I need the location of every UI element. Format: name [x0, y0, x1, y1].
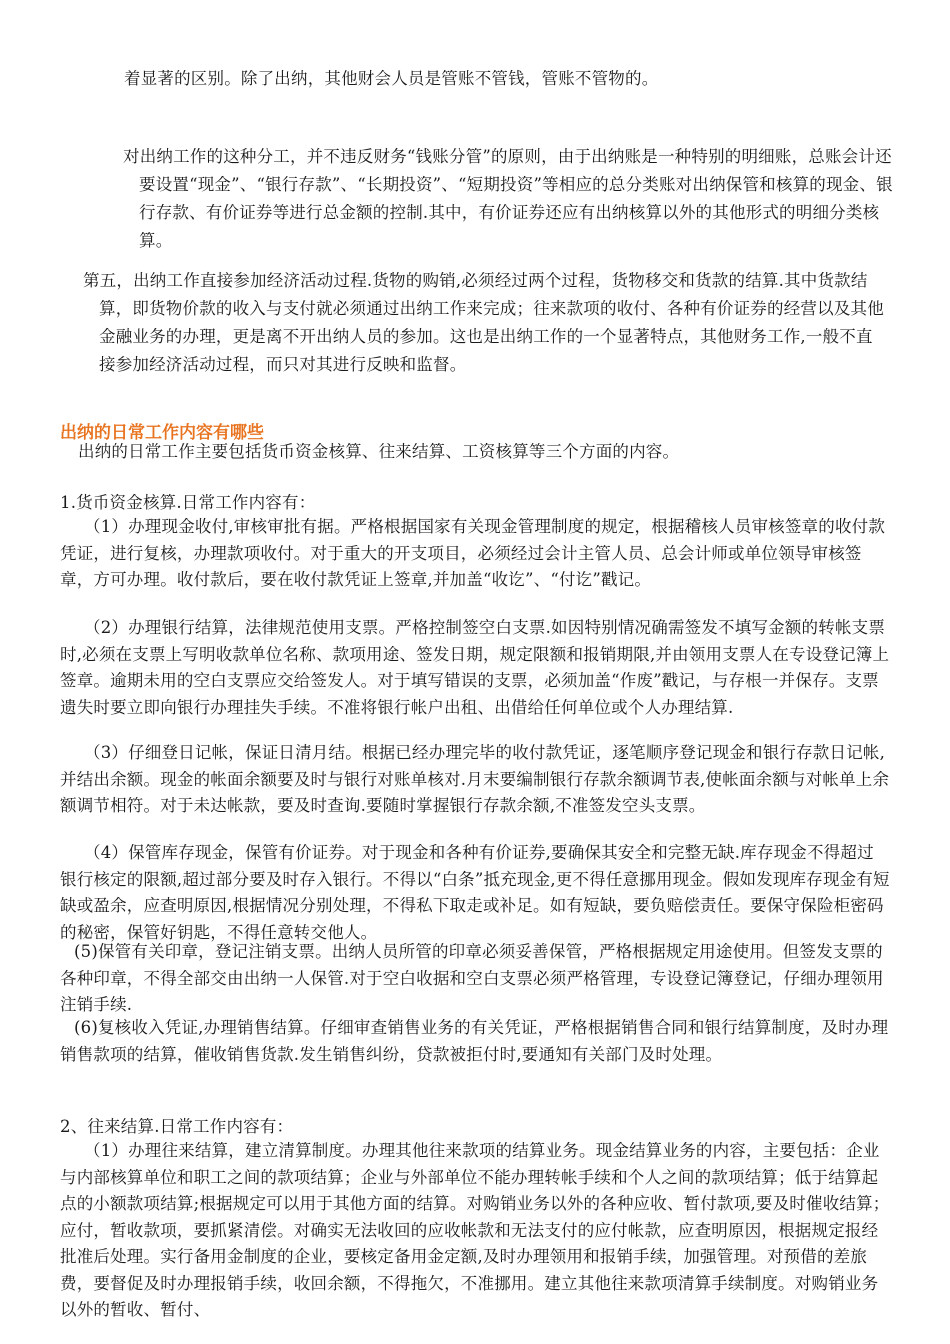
paragraph-intro-tail: 着显著的区别。除了出纳，其他财会人员是管账不管钱，管账不管物的。: [124, 69, 659, 88]
paragraph-fifth-point: 第五，出纳工作直接参加经济活动过程.货物的购销,必须经过两个过程，货物移交和货款的结算.其中货款结算，即货物价款的收入与支付就必须通过出纳工作来完成；往来款项的收付、各种有价证券的经营以及其他金融业务的办理，更是离不开出纳人员的参加。这也是出纳工作的一个显著特点，其他财务工作,一般不直接参加经济活动过程，而只对其进行反映和监督。: [83, 271, 884, 374]
s1-item-2: （2）办理银行结算，法律规范使用支票。严格控制签空白支票.如因特别情况确需签发不填写金额的转帐支票时,必须在支票上写明收款单位名称、款项用途、签发日期，规定限额和报销期限,并由领用支票人在专设登记簿上签章。逾期未用的空白支票应交给签发人。对于填写错误的支票，必须加盖“作废”戳记，与存根一并保存。支票遗失时要立即向银行办理挂失手续。不准将银行帐户出租、出借给任何单位或个人办理结算.: [60, 618, 890, 717]
s1-item-3: （3）仔细登日记帐，保证日清月结。根据已经办理完毕的收付款凭证，逐笔顺序登记现金和银行存款日记帐,并结出余额。现金的帐面余额要及时与银行对账单核对.月末要编制银行存款余额调节表,使帐面余额与对帐单上余额调节相符。对于未达帐款，要及时查询.要随时掌握银行存款余额,不准签发空头支票。: [60, 743, 890, 815]
paragraph-cash-division: 对出纳工作的这种分工，并不违反财务“钱账分管”的原则，由于出纳账是一种特别的明细账，总账会计还要设置“现金”、“银行存款”、“长期投资”、“短期投资”等相应的总分类账对出纳保管和核算的现金、银行存款、有价证券等进行总金额的控制.其中，有价证券还应有出纳核算以外的其他形式的明细分类核算。: [123, 147, 893, 250]
section-1-title: 1.货币资金核算.日常工作内容有：: [60, 493, 316, 512]
paragraph-daily-intro: 出纳的日常工作主要包括货币资金核算、往来结算、工资核算等三个方面的内容。: [78, 442, 680, 461]
s1-item-4: （4）保管库存现金，保管有价证券。对于现金和各种有价证券,要确保其安全和完整无缺.库存现金不得超过银行核定的限额,超过部分要及时存入银行。不得以“白条”抵充现金,更不得任意挪用现金。假如发现库存现金有短缺或盈余，应查明原因,根据情况分别处理，不得私下取走或补足。如有短缺，要负赔偿责任。要保守保险柜密码的秘密，保管好钥匙，不得任意转交他人。: [60, 843, 890, 942]
section-2-title: 2、往来结算.日常工作内容有：: [60, 1117, 294, 1136]
section-heading-daily-work: 出纳的日常工作内容有哪些: [60, 423, 264, 443]
s2-item-1: （1）办理往来结算，建立清算制度。办理其他往来款项的结算业务。现金结算业务的内容，主要包括：企业与内部核算单位和职工之间的款项结算；企业与外部单位不能办理转帐手续和个人之间的款项结算；低于结算起点的小额款项结算;根据规定可以用于其他方面的结算。对购销业务以外的各种应收、暂付款项,要及时催收结算；应付，暂收款项，要抓紧清偿。对确实无法收回的应收帐款和无法支付的应付帐款，应查明原因，根据规定报经批准后处理。实行备用金制度的企业，要核定备用金定额,及时办理领用和报销手续，加强管理。对预借的差旅费，要督促及时办理报销手续，收回余额，不得拖欠，不准挪用。建立其他往来款项清算手续制度。对购销业务以外的暂收、暂付、: [60, 1141, 890, 1319]
s1-item-1: （1）办理现金收付,审核审批有据。严格根据国家有关现金管理制度的规定，根据稽核人员审核签章的收付款凭证，进行复核，办理款项收付。对于重大的开支项目，必须经过会计主管人员、总会计师或单位领导审核签章，方可办理。收付款后，要在收付款凭证上签章,并加盖“收讫”、“付讫”戳记。: [60, 517, 886, 589]
s1-item-5: (5)保管有关印章，登记注销支票。出纳人员所管的印章必须妥善保管，严格根据规定用途使用。但签发支票的各种印章，不得全部交由出纳一人保管.对于空白收据和空白支票必须严格管理，专设登记簿登记，仔细办理领用注销手续.: [60, 942, 884, 1014]
s1-item-6: (6)复核收入凭证,办理销售结算。仔细审查销售业务的有关凭证，严格根据销售合同和银行结算制度，及时办理销售款项的结算，催收销售货款.发生销售纠纷，贷款被拒付时,要通知有关部门及时处理。: [60, 1018, 889, 1064]
